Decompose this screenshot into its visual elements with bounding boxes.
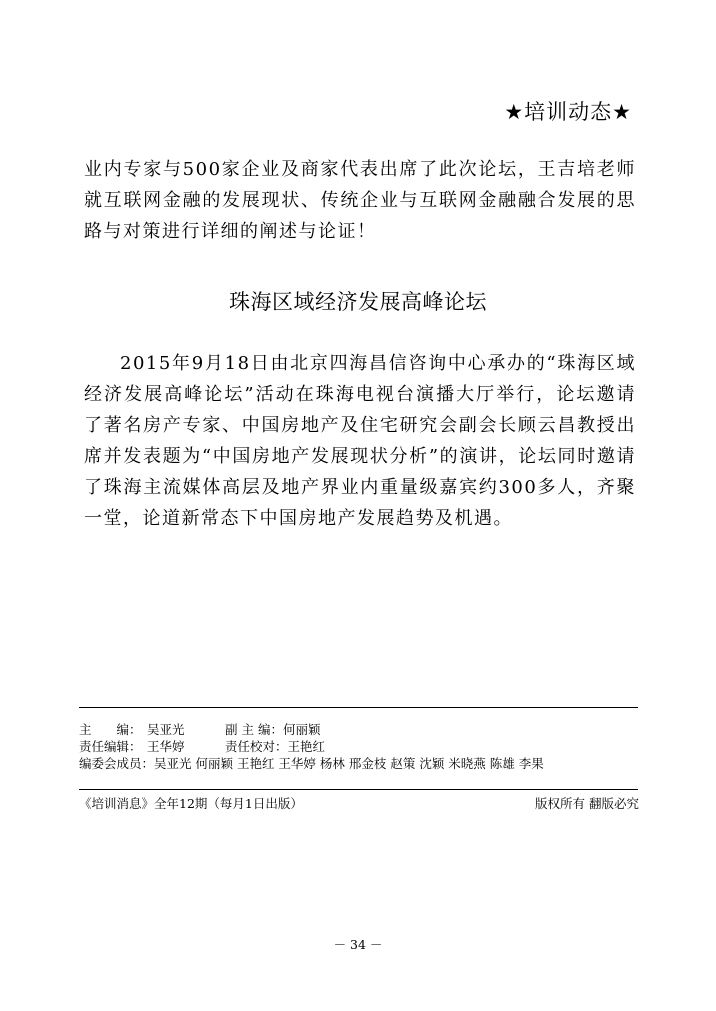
committee-members: 吴亚光 何丽颖 王艳红 王华婷 杨林 邢金枝 赵策 沈颖 米晓燕 陈雄 李果	[154, 756, 544, 771]
article-1-body: 业内专家与500家企业及商家代表出席了此次论坛，王吉培老师就互联网金融的发展现状、传统企业与互联网金融融合发展的思路与对策进行详细的阐述与论证！	[84, 159, 636, 242]
proofreader-label: 责任校对：	[225, 739, 288, 754]
responsible-editor-name: 王华婷	[147, 739, 185, 754]
proofreader-name: 王艳红	[287, 739, 326, 754]
article-2-body: 2015年9月18日由北京四海昌信咨询中心承办的“珠海区域经济发展高峰论坛”活动在珠海电视台演播大厅举行，论坛邀请了著名房产专家、中国房地产及住宅研究会副会长顾云昌教授出席并发表题为“中国房地产发展现状分析”的演讲，论坛同时邀请了珠海主流媒体高层及地产界业内重量级嘉宾约300多人，齐聚一堂，论道新常态下中国房地产发展趋势及机遇。	[84, 353, 636, 529]
article-2-title: 珠海区域经济发展高峰论坛	[229, 290, 487, 314]
credit-row-committee	[79, 755, 639, 772]
deputy-editor-label: 副 主 编：	[225, 722, 283, 737]
committee-label: 编委会成员：	[79, 756, 155, 771]
responsible-editor-label: 责任编辑：	[79, 739, 142, 754]
credits-bottom-rule	[79, 789, 638, 790]
editor-label: 主 编：	[79, 722, 142, 737]
publication-info: 《培训消息》全年12期（每月1日出版）	[79, 796, 303, 811]
page-number: － 34 －	[333, 937, 383, 952]
deputy-editor-name: 何丽颖	[282, 722, 321, 737]
credit-row-responsible	[79, 738, 639, 755]
editor-name: 吴亚光	[147, 722, 185, 737]
credits-top-rule	[79, 707, 638, 708]
section-tag: ★培训动态★	[504, 100, 632, 124]
credit-row-editors	[79, 721, 639, 738]
copyright-notice: 版权所有 翻版必究	[535, 796, 639, 811]
credits-block	[79, 721, 639, 772]
